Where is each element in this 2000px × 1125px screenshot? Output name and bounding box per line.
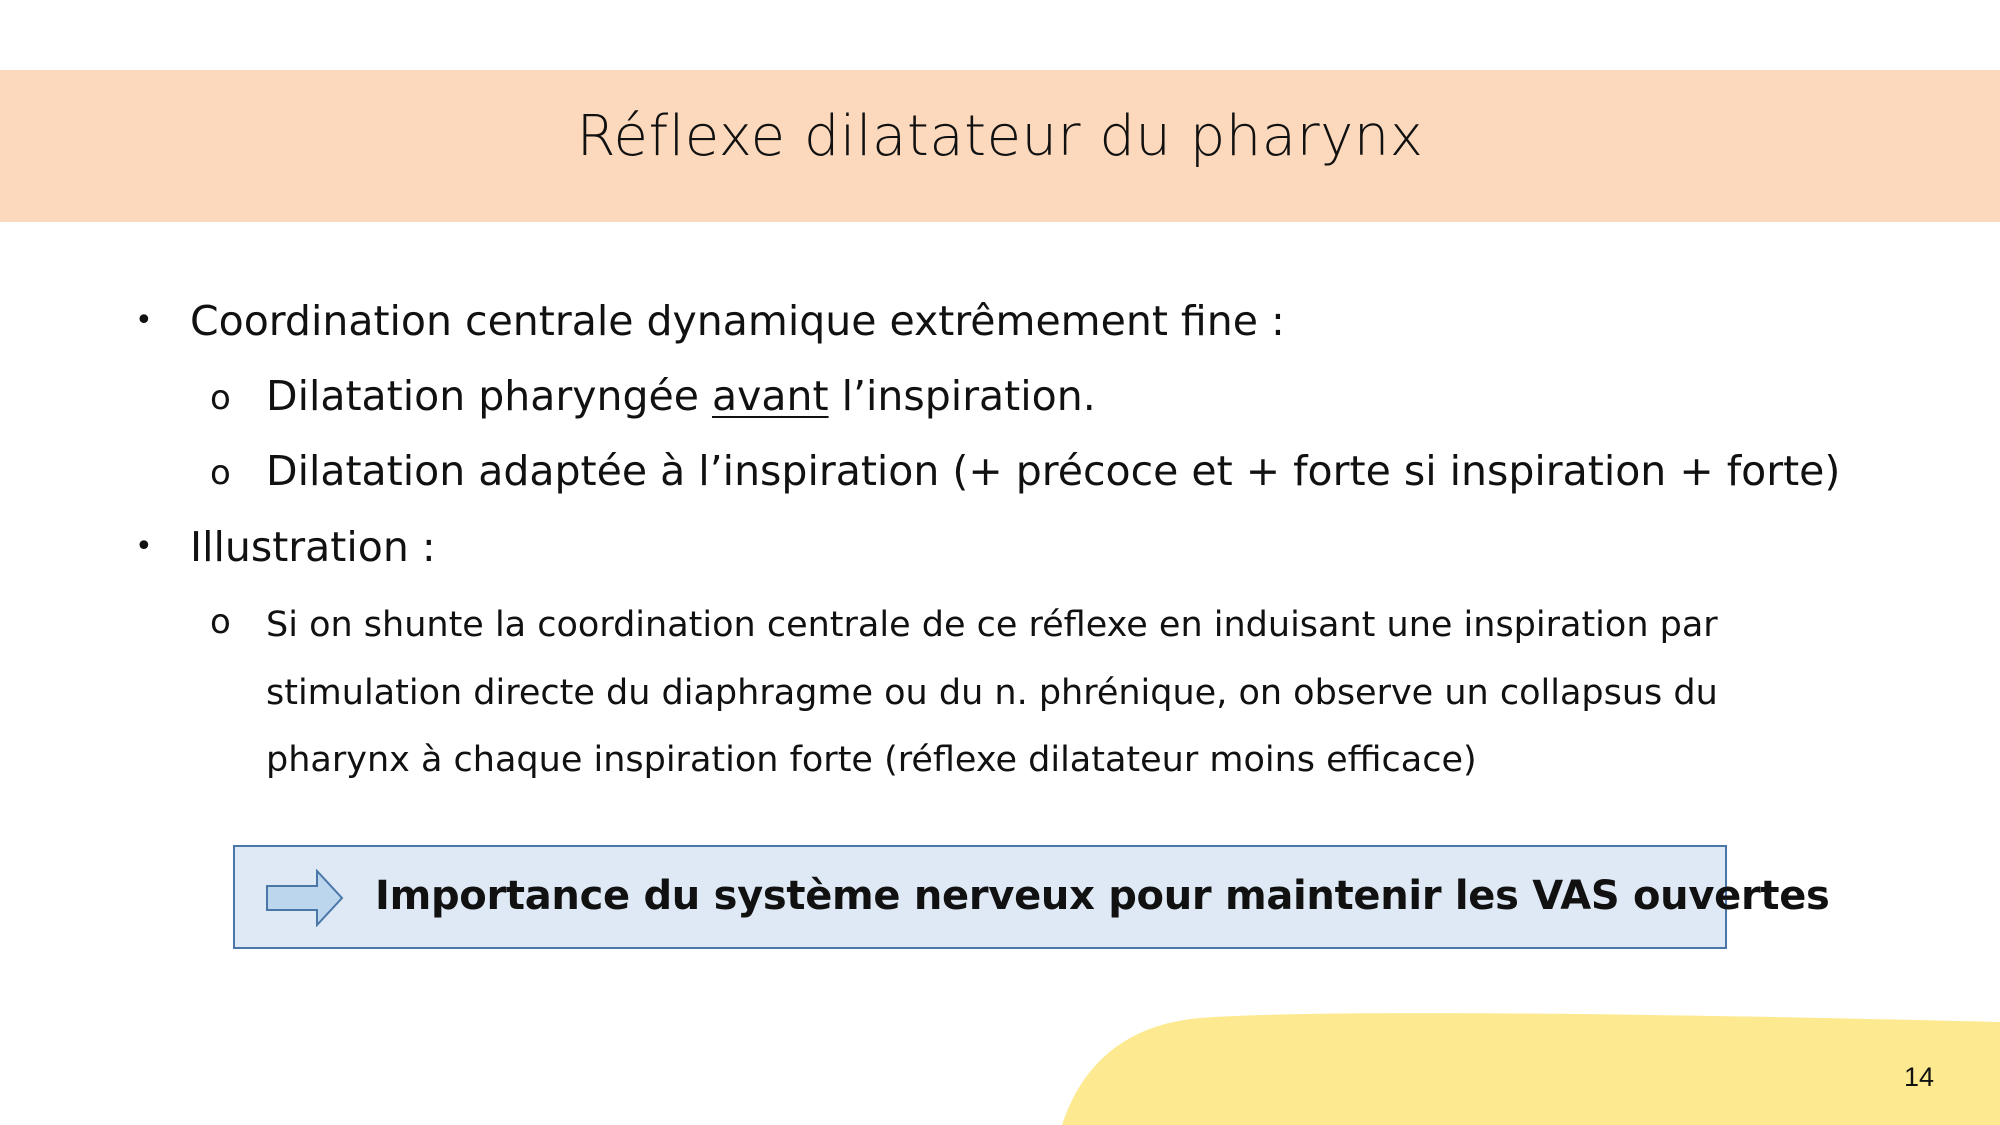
conclusion-text: Importance du système nerveux pour maintenir les VAS ouvertes — [375, 873, 1830, 919]
sub-bullet-2-1: Si on shunte la coordination centrale de ce réflexe en induisant une inspiration par stimulation directe du diaphragme ou du n. phrénique, on observe un collapsus du pharynx à chaque inspiration forte (réflexe dilatateur moins efficace) — [266, 605, 1718, 780]
bullet-1-text: Coordination centrale dynamique extrêmement fine : — [190, 297, 1285, 345]
text: Dilatation pharyngée — [266, 372, 712, 420]
sub-bullet-1-2: Dilatation adaptée à l’inspiration (+ précoce et + forte si inspiration + forte) — [266, 447, 1841, 495]
text: l’inspiration. — [828, 372, 1096, 420]
bullet-icon: • — [135, 303, 153, 338]
sub-bullet-icon: o — [210, 378, 231, 418]
emphasis-underline: avant — [712, 372, 829, 420]
sub-bullet-icon: o — [210, 453, 231, 493]
slide-title: Réflexe dilatateur du pharynx — [576, 104, 1424, 169]
bullet-2-text: Illustration : — [190, 523, 436, 571]
bullet-icon: • — [135, 529, 153, 564]
page-number: 14 — [1904, 1062, 1935, 1092]
sub-bullet-icon: o — [210, 602, 231, 642]
